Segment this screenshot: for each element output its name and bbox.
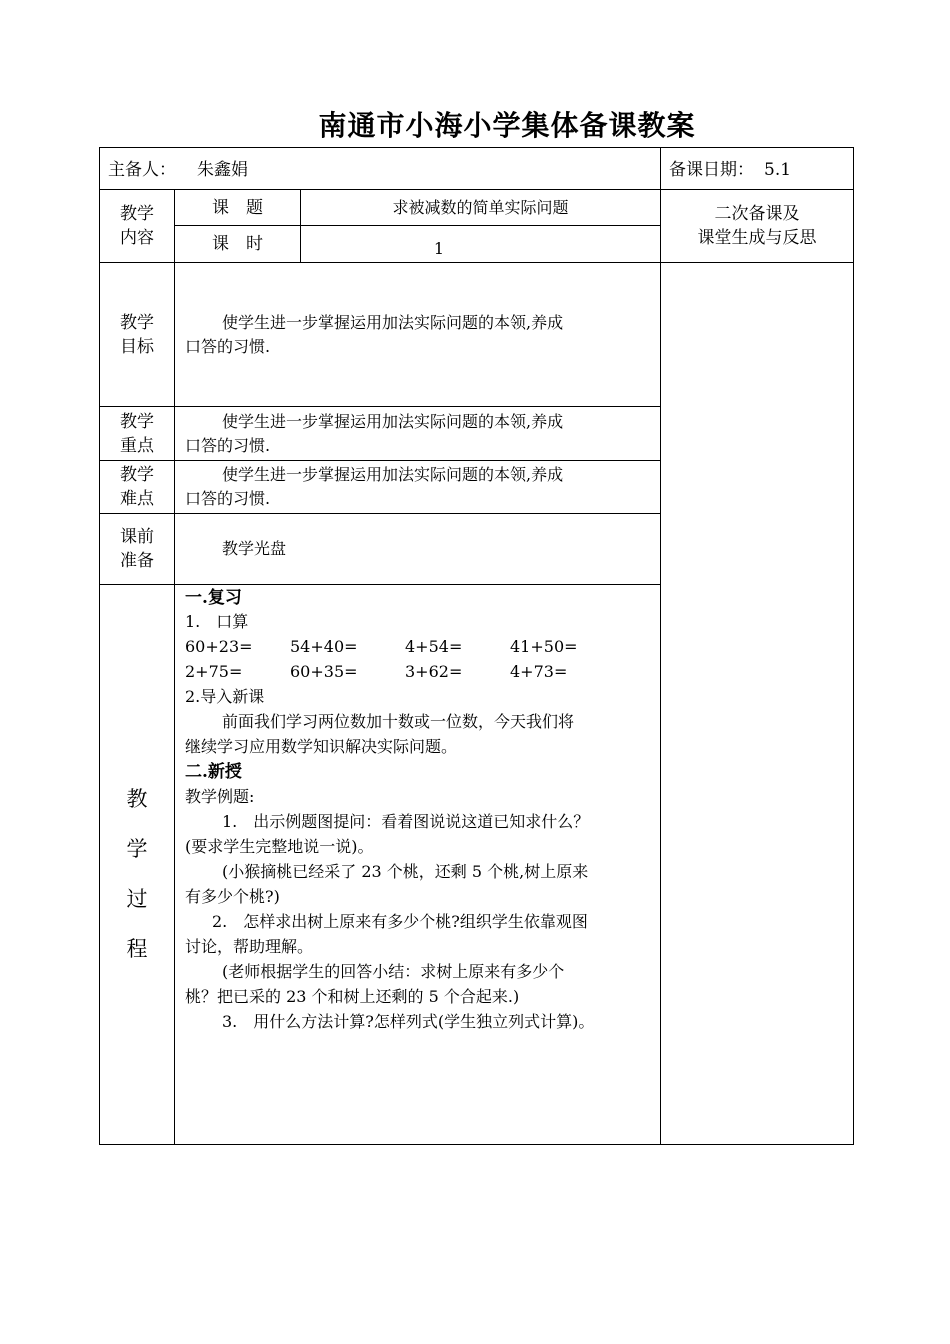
table-divider [99,406,661,407]
table-divider [660,147,661,1145]
table-border-left [99,147,100,1145]
table-border-right [853,147,854,1145]
calc-item: 54+40= [290,637,358,656]
calc-item: 60+23= [185,637,253,656]
preparer-name: 朱鑫娟 [197,160,248,180]
step2-line1: 2. 怎样求出树上原来有多少个桃?组织学生依靠观图 [212,912,588,931]
table-divider [99,513,661,514]
key-points-text-line1: 使学生进一步掌握运用加法实际问题的本领,养成 [222,412,564,431]
step3-line1: 3. 用什么方法计算?怎样列式(学生独立列式计算)。 [222,1012,595,1031]
hours-value: 1 [433,239,445,258]
step1-line1: 1. 出示例题图提问：看着图说说这道已知求什么？ [222,812,590,831]
process-label: 教 学 过 程 [126,787,148,961]
table-divider [99,189,854,190]
calc-item: 60+35= [290,662,358,681]
date-value: 5.1 [764,160,792,180]
calc-item: 4+73= [510,662,568,681]
difficulties-label: 教学 难点 [120,465,154,509]
example-heading: 教学例题: [185,787,255,806]
table-divider [99,584,661,585]
new-lesson-heading: 二.新授 [185,762,242,782]
step1-note-line2: 有多少个桃?) [185,887,280,906]
content-label: 教学 内容 [120,204,154,248]
table-border-bottom [99,1144,854,1145]
preparation-value: 教学光盘 [222,539,287,558]
page-title: 南通市小海小学集体备课教案 [318,109,696,142]
date-label: 备课日期： [669,160,754,180]
table-divider [99,262,854,263]
table-border-top [99,147,854,148]
step2-note-line2: 桃？把已采的 23 个和树上还剩的 5 个合起来.) [185,987,520,1006]
topic-value: 求被减数的简单实际问题 [392,198,569,217]
calc-item: 2+75= [185,662,243,681]
review-heading: 一.复习 [185,588,242,608]
calc-item: 41+50= [510,637,578,656]
goals-text-line2: 口答的习惯. [185,337,271,356]
step2-line2: 讨论，帮助理解。 [185,937,314,956]
preparer-label: 主备人： [108,160,176,180]
hours-label: 课 时 [212,234,263,254]
goals-text-line1: 使学生进一步掌握运用加法实际问题的本领,养成 [222,313,564,332]
step1-note-line1: (小猴摘桃已经采了 23 个桃，还剩 5 个桃,树上原来 [222,862,589,881]
key-points-text-line2: 口答的习惯. [185,436,271,455]
intro-heading: 2.导入新课 [185,687,265,706]
goals-label: 教学 目标 [120,313,154,357]
preparation-label: 课前 准备 [120,527,154,571]
intro-line2: 继续学习应用数学知识解决实际问题。 [185,737,458,756]
calc-item: 3+62= [405,662,463,681]
intro-line1: 前面我们学习两位数加十数或一位数，今天我们将 [222,712,575,731]
calc-item: 4+54= [405,637,463,656]
difficulties-text-line2: 口答的习惯. [185,489,271,508]
table-divider [99,460,661,461]
difficulties-text-line1: 使学生进一步掌握运用加法实际问题的本领,养成 [222,465,564,484]
key-points-label: 教学 重点 [120,412,154,456]
table-divider [174,189,175,1145]
table-divider [174,225,661,226]
step2-note-line1: (老师根据学生的回答小结：求树上原来有多少个 [222,962,565,981]
reflection-header: 二次备课及 课堂生成与反思 [697,204,817,248]
step1-line2: (要求学生完整地说一说)。 [185,837,374,856]
topic-label: 课 题 [212,198,263,218]
oral-calc-heading: 1. 口算 [185,612,249,631]
